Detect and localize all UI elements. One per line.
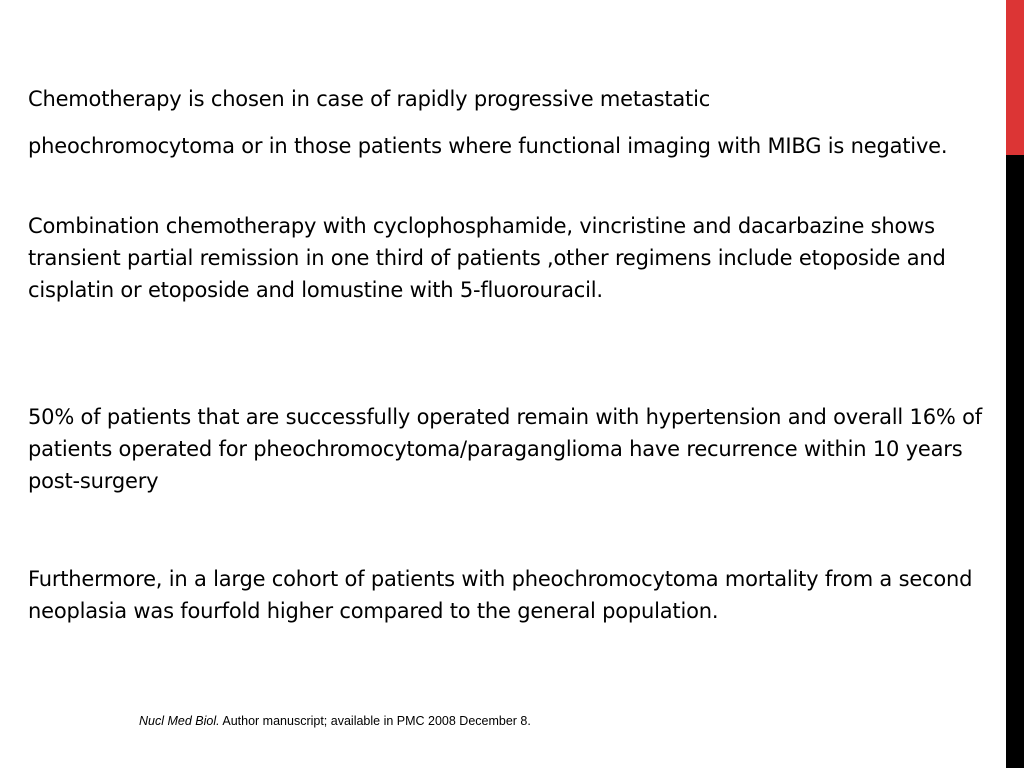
paragraph-hypertension-recurrence: 50% of patients that are successfully operated remain with hypertension and overall 16% of patients operated for pheochromocytoma/paraganglioma have recurrence within 10 years post-surgery: [28, 405, 982, 493]
citation-text: Author manuscript; available in PMC 2008 December 8.: [219, 714, 531, 728]
citation-journal: Nucl Med Biol.: [139, 714, 220, 728]
accent-bar-red: [1006, 0, 1024, 155]
accent-bar-black: [1006, 155, 1024, 768]
paragraph-chemotherapy-intro: Chemotherapy is chosen in case of rapidly progressive metastatic: [28, 87, 711, 111]
accent-sidebar: [1006, 0, 1024, 768]
paragraph-mortality-second-neoplasia: Furthermore, in a large cohort of patients with pheochromocytoma mortality from a second neoplasia was fourfold higher compared to the general population.: [28, 567, 973, 623]
paragraph-mibg-negative: pheochromocytoma or in those patients where functional imaging with MIBG is negative.: [28, 134, 948, 158]
paragraph-combination-chemotherapy: Combination chemotherapy with cyclophosphamide, vincristine and dacarbazine shows transient partial remission in one third of patients ,other regimens include etoposide and cisplatin or etoposide and lomustine with 5-fluorouracil.: [28, 214, 946, 302]
citation-footnote: [139, 714, 531, 728]
